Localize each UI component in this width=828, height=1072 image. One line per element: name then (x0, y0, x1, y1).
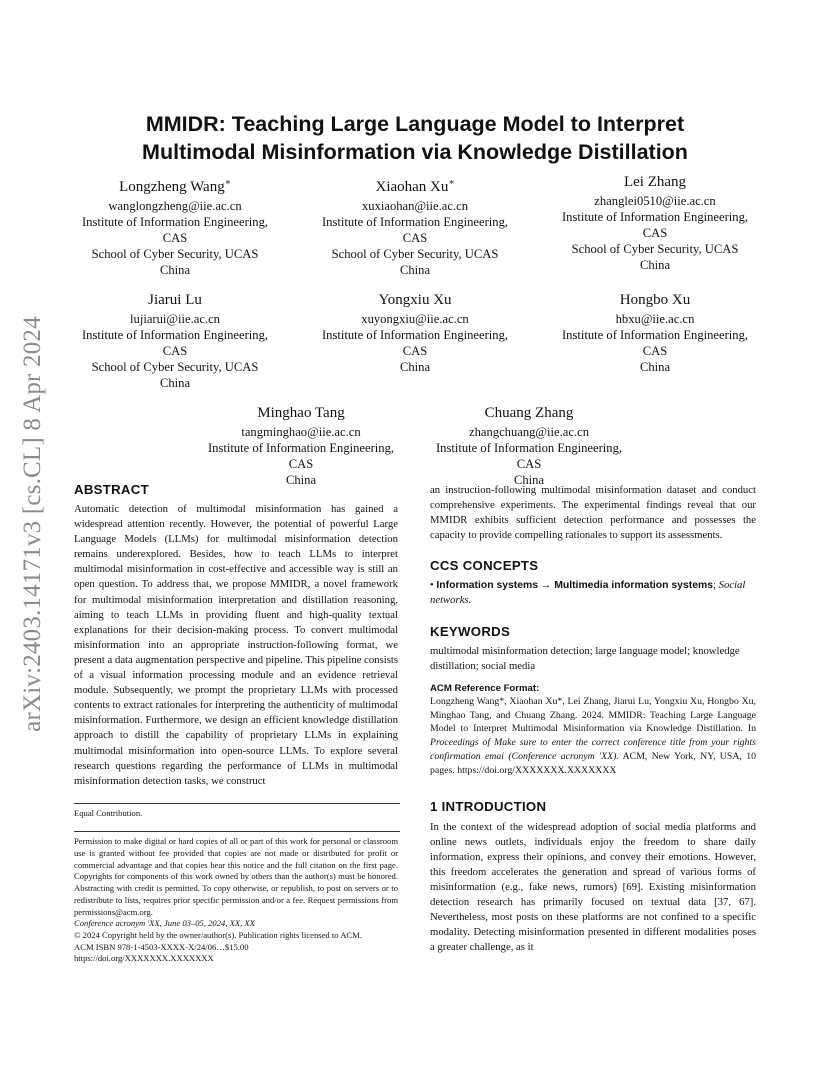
paper-title (90, 110, 740, 166)
author-affil: Institute of Information Engineering, (207, 441, 395, 455)
author (424, 403, 634, 488)
author-affil: CAS (288, 457, 314, 471)
keywords-text: multimodal misinformation detection; large language model; knowledge distillation; social media (430, 644, 740, 672)
title-line-1: MMIDR: Teaching Large Language Model to Interpret (145, 112, 685, 136)
abstract-continued: an instruction-following multimodal misinformation dataset and conduct comprehensive experiments. The experimental findings reveal that our MMIDR exhibits sufficient detection performance and possesses the capacity to provide compelling rationales to support its assessments. (430, 484, 756, 542)
author-affil: School of Cyber Security, UCAS (571, 242, 739, 256)
author (310, 172, 520, 278)
author-name: Yongxiu Xu (378, 292, 452, 308)
author-affil: CAS (162, 231, 188, 245)
introduction-text: In the context of the widespread adoption of social media platforms and online news outlets, individuals enjoy the freedom to share daily information, express their opinions, and convey their emotions. However, this freedom accelerates the generation and spread of various forms of misinformation (e.g., fake news, rumors) [69]. Existing misinformation detection research has primarily focused on textual data [37, 67]. Nevertheless, most posts on these platforms are not confined to a specific modality. Detecting misinformation presented in different modalities poses a greater challenge, as it (430, 820, 756, 954)
author (550, 172, 760, 278)
author-row-3 (70, 403, 760, 488)
author (196, 403, 406, 488)
author-affil: China (513, 473, 545, 487)
author-affil: China (285, 473, 317, 487)
author-mark: ∗ (224, 177, 231, 187)
copyright-line: © 2024 Copyright held by the owner/author(s). Publication rights licensed to ACM. (74, 930, 362, 940)
author-email: zhanglei0510@iie.ac.cn (594, 194, 716, 208)
author-affil: China (159, 376, 191, 390)
author-affil: Institute of Information Engineering, (321, 328, 509, 342)
ccs-concepts (430, 578, 756, 608)
author-email: xuyongxiu@iie.ac.cn (361, 312, 469, 326)
ccs-heading: CCS CONCEPTS (430, 558, 539, 574)
abstract-text: Automatic detection of multimodal misinformation has gained a widespread attention recently. However, the potential of powerful Large Language Models (LLMs) for multimodal misinformation detection remains underexplored. Besides, how to teach LLMs to interpret multimodal misinformation in cost-effective and accessible way is still an open question. To address that, we propose MMIDR, a novel framework for multimodal misinformation interpretation and distillation reasoning, aiming to teach LLMs in providing fluent and high-quality textual explanations for their decision-making process. To convert multimodal misinformation into an appropriate instruction-following format, we present a data augmentation perspective and pipeline. This pipeline consists of a visual information processing module and an evidence retrieval module. Subsequently, we prompt the proprietary LLMs with processed contents to extract rationales for interpreting the authenticity of multimodal misinformation. Furthermore, we design an efficient knowledge distillation approach to distill the capability of proprietary LLMs in explaining multimodal misinformation into open-source LLMs. To explore several research questions regarding the performance of LLMs in multimodal misinformation detection tasks, we construct (74, 503, 398, 787)
author-name: Longzheng Wang (119, 179, 225, 195)
ccs-sub: Social networks. (430, 579, 746, 607)
author-affil: School of Cyber Security, UCAS (331, 247, 499, 261)
author-email: lujiarui@iie.ac.cn (130, 312, 220, 326)
author-mark: ∗ (448, 177, 455, 187)
author-affil: School of Cyber Security, UCAS (91, 360, 259, 374)
author-row-2 (70, 290, 760, 391)
left-column (74, 481, 398, 965)
author-name: Hongbo Xu (619, 292, 691, 308)
permission-notice: Permission to make digital or hard copies of all or part of this work for personal or classroom use is granted without fee provided that copies are not made or distributed for profit or commercial advantage and that copies bear this notice and the full citation on the first page. Copyrights for components of this work owned by others than the author(s) must be honored. Abstracting with credit is permitted. To copy otherwise, or republish, to post on servers or to redistribute to lists, requires prior specific permission and/or a fee. Request permissions from permissions@acm.org. (74, 836, 398, 917)
author-affil: Institute of Information Engineering, (321, 215, 509, 229)
author-email: wanglongzheng@iie.ac.cn (108, 199, 242, 213)
author-affil: CAS (642, 226, 668, 240)
right-column (430, 483, 756, 955)
author-affil: China (399, 360, 431, 374)
author-affil: School of Cyber Security, UCAS (91, 247, 259, 261)
author-affil: CAS (402, 344, 428, 358)
abstract-heading: ABSTRACT (74, 482, 149, 497)
acm-ref-part-a: Longzheng Wang*, Xiaohan Xu*, Lei Zhang, Jiarui Lu, Yongxiu Xu, Hongbo Xu, Minghao Tang, and Chuang Zhang. 2024. MMIDR: Teaching Large Language Model to Interpret Multimodal Misinformation via Knowledge Distillation. In (430, 695, 756, 735)
author-affil: CAS (402, 231, 428, 245)
acm-ref-heading: ACM Reference Format: (430, 682, 540, 694)
author-affil: CAS (516, 457, 542, 471)
author-affil: Institute of Information Engineering, (561, 210, 749, 224)
author-affil: China (159, 263, 191, 277)
author-affil: China (639, 360, 671, 374)
author (550, 290, 760, 391)
arxiv-watermark-text: arXiv:2403.14171v3 [cs.CL] 8 Apr 2024 (19, 316, 47, 732)
keywords-heading: KEYWORDS (430, 623, 511, 639)
author-email: hbxu@iie.ac.cn (615, 312, 695, 326)
author-name: Minghao Tang (257, 405, 345, 421)
acm-ref-part-b: ACM, New York, NY, USA, 10 pages. https://doi.org/XXXXXXX.XXXXXXX (430, 750, 756, 776)
author-row-1 (70, 172, 760, 278)
author-email: xuxiaohan@iie.ac.cn (361, 199, 468, 213)
author (70, 290, 280, 391)
author-name: Jiarui Lu (148, 292, 202, 308)
author (310, 290, 520, 391)
author-affil: China (399, 263, 431, 277)
author-affil: Institute of Information Engineering, (561, 328, 749, 342)
acm-ref-italic: Proceedings of Make sure to enter the correct conference title from your rights confirmation emai (Conference acronym 'XX). (430, 737, 756, 762)
author-email: zhangchuang@iie.ac.cn (469, 425, 589, 439)
arxiv-watermark (12, 294, 54, 754)
author-affil: CAS (162, 344, 188, 358)
author-name: Chuang Zhang (484, 405, 574, 421)
author (70, 172, 280, 278)
author-email: tangminghao@iie.ac.cn (241, 425, 361, 439)
author-affil: China (639, 258, 671, 272)
isbn-line: ACM ISBN 978-1-4503-XXXX-X/24/06…$15.00 (74, 941, 249, 952)
title-line-2: Multimodal Misinformation via Knowledge Distillation (142, 140, 688, 164)
introduction-heading: 1 INTRODUCTION (430, 798, 547, 814)
author-name: Xiaohan Xu (375, 179, 449, 195)
acm-ref-text (430, 695, 756, 778)
author-affil: CAS (642, 344, 668, 358)
author-affil: Institute of Information Engineering, (81, 215, 269, 229)
conference-info: Conference acronym 'XX, June 03–05, 2024, XX, XX (74, 918, 255, 929)
ccs-bullet: • (430, 579, 434, 592)
equal-contribution-note: Equal Contribution. (74, 807, 143, 818)
author-name: Lei Zhang (623, 174, 687, 190)
author-block (70, 172, 760, 488)
ccs-main: Information systems → Multimedia information systems (436, 580, 713, 592)
ccs-sep: ; (713, 579, 716, 592)
author-affil: Institute of Information Engineering, (435, 441, 623, 455)
doi-line: https://doi.org/XXXXXXX.XXXXXXX (74, 953, 214, 964)
author-affil: Institute of Information Engineering, (81, 328, 269, 342)
